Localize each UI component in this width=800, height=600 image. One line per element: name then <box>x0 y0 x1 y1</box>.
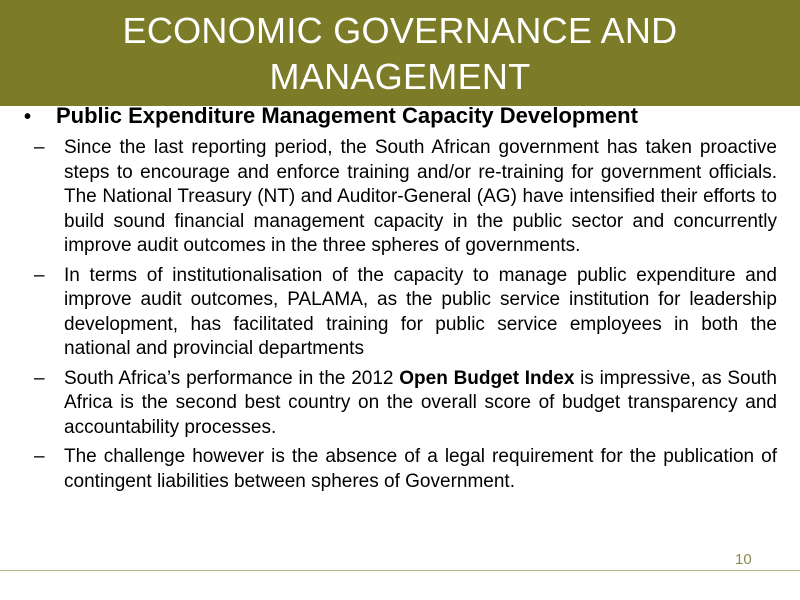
sub-bullet-text: The challenge however is the absence of a legal requirement for the publication of contingent liabilities between spheres of Government. <box>64 446 777 492</box>
sub-bullet-item <box>24 367 777 441</box>
sub-bullet-text: Since the last reporting period, the South African government has taken proactive steps to encourage and enforce training and/or re-training for government officials. The National Treasury (NT) and Auditor-General (AG) have intensified their efforts to build sound financial management capacity in the public sector and concurrently improve audit outcomes in the three spheres of governments. <box>64 137 777 256</box>
dash-icon: – <box>34 137 45 158</box>
footer-divider <box>0 570 800 571</box>
main-bullet-text: Public Expenditure Management Capacity Development <box>56 103 638 128</box>
sub-bullet-text-part: South Africa’s performance in the 2012 <box>64 367 400 389</box>
sub-bullet-text-part: is impressive, as South Africa is the second best country on the overall score of budget transparency and accountability processes. <box>64 367 777 438</box>
bullet-dot-icon: • <box>24 106 32 128</box>
sub-bullet-text <box>64 367 777 441</box>
sub-bullet-list <box>24 136 777 494</box>
main-bullet <box>24 101 777 132</box>
sub-bullet-item <box>24 264 777 362</box>
sub-bullet-item <box>24 445 777 494</box>
slide-title-line-2: MANAGEMENT <box>269 56 531 97</box>
dash-icon: – <box>34 446 45 467</box>
dash-icon: – <box>34 264 45 286</box>
slide-title <box>0 8 800 100</box>
title-bar <box>0 0 800 106</box>
slide-content <box>24 101 777 499</box>
dash-icon: – <box>34 367 45 389</box>
sub-bullet-text: In terms of institutionalisation of the capacity to manage public expenditure and improve audit outcomes, PALAMA, as the public service institution for leadership development, has facilitated training for public service employees in both the national and provincial departments <box>64 264 777 359</box>
slide-title-line-1: ECONOMIC GOVERNANCE AND <box>122 10 678 51</box>
sub-bullet-item <box>24 136 777 259</box>
page-number: 10 <box>735 551 752 568</box>
open-budget-index-emphasis: Open Budget Index <box>399 367 575 389</box>
